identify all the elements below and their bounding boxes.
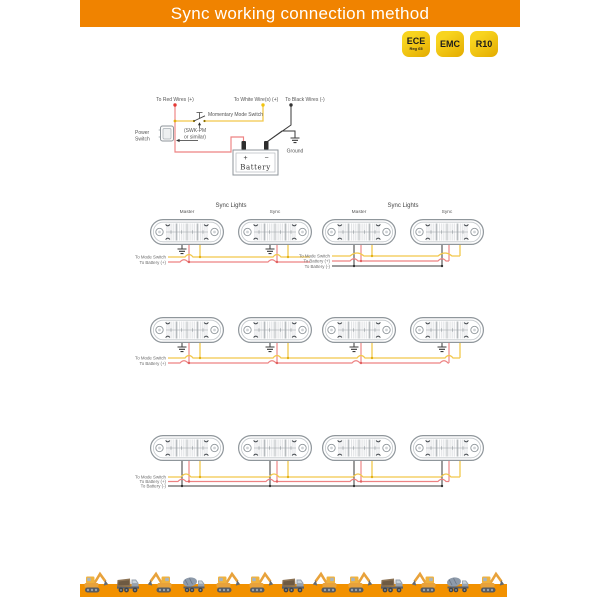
vehicle-strip [80,566,507,596]
wire-junction-dot [174,120,177,123]
bus-label-batt-pos: To Battery (+) [139,360,166,366]
ground-icon [438,347,447,352]
light-unit-master-a [151,220,224,245]
light-unit [239,436,312,461]
bus-label-mode: To Mode Switch [135,355,166,361]
ground-label: Ground [286,148,304,155]
badge-ece [402,31,430,57]
light-unit [411,436,484,461]
bus-label-batt-pos-b: To Battery (+) [303,258,330,264]
red-drops [189,461,449,482]
red-drops-b [361,245,449,261]
excavator-right-icon [250,574,274,593]
momentary-switch-label: Momentary Mode Switch [208,112,264,118]
red-terminal-dot [173,103,176,106]
switch-model-label-2: or similar) [184,134,206,141]
yellow-drops [200,343,460,358]
wiring-diagram [120,92,360,187]
badge-ece-sub: Reg 65 [409,46,423,51]
master-label-a: Master [179,210,195,215]
excavator-right-icon [349,574,373,593]
switch-model-label-1: (SWK-PM [184,128,207,134]
excavator-left-icon [148,574,172,593]
mixer-truck-icon [446,576,468,592]
yellow-terminal-dot [261,103,264,106]
battery-label: Battery [240,163,271,172]
bus-label-batt-pos: To Battery (+) [139,479,166,484]
to-white-wires-label: To White Wire(s) (+) [233,97,279,103]
to-red-wires-label: To Red Wires (+) [156,97,194,103]
bus-label-mode-a: To Mode Switch [135,254,166,260]
yellow-drops [200,461,460,477]
sync-label-a: Sync [269,210,281,215]
dump-truck-icon [117,579,139,593]
page-title: Sync working connection method [170,4,430,23]
power-switch-label-1: Power [135,130,150,136]
excavator-right-icon [481,574,505,593]
sync-label-b: Sync [441,210,453,215]
battery-pos-bus-b [332,259,449,261]
badge-r10 [470,31,498,57]
sync-lights-row-1 [120,200,520,270]
light-unit-sync-a [239,220,312,245]
bus-label-batt-neg-b: To Battery (-) [304,263,330,269]
battery-plus-label: + [243,155,248,162]
light-unit [151,318,224,343]
bus-label-mode-b: To Mode Switch [299,253,330,259]
bus-label-mode: To Mode Switch [135,474,166,480]
yellow-drops-b [372,245,460,256]
mixer-truck-icon [182,576,204,592]
power-switch-label-2: Switch [135,136,150,143]
dump-truck-icon [381,579,403,593]
light-unit [239,318,312,343]
red-drops [189,343,449,363]
ground-stems [182,343,442,347]
excavator-right-icon [217,574,241,593]
certification-badges [402,31,498,57]
badge-emc-label: EMC [440,38,460,49]
ground-icon [266,347,275,352]
bus-label-batt-neg: To Battery (-) [140,483,166,489]
black-wire-1 [268,107,292,142]
light-unit [151,436,224,461]
light-unit-master-b [323,220,396,245]
to-black-wires-label: To Black Wires (-) [285,97,325,103]
mode-bus [168,474,460,477]
red-drops-a [189,245,277,262]
ground-icon [178,347,187,352]
ground-icon [178,249,187,254]
sync-lights-row-2 [120,310,520,370]
light-unit [323,318,396,343]
power-switch-icon [159,126,174,141]
momentary-switch-icon [193,113,206,123]
sync-lights-title-a: Sync Lights [215,203,247,209]
black-drops [182,461,442,486]
bus-label-batt-pos-a: To Battery (+) [139,259,166,265]
excavator-right-icon [85,574,109,593]
black-terminal-dot [289,103,292,106]
ground-icon [350,347,359,352]
ground-icon [266,249,275,254]
mode-bus-b [332,253,460,256]
battery-minus-label: − [264,155,269,162]
ground-icon [291,138,300,143]
excavator-left-icon [412,574,436,593]
badge-r10-label: R10 [475,38,493,49]
mode-bus [168,356,460,359]
light-unit-sync-b [411,220,484,245]
light-unit [411,318,484,343]
sync-lights-title-b: Sync Lights [387,203,419,209]
ground-stems-a [182,245,270,249]
black-wire-2 [268,131,296,142]
master-label-b: Master [351,210,367,215]
dump-truck-icon [282,579,304,593]
header-bar [80,0,520,27]
battery-pos-bus [168,361,449,363]
badge-ece-label: ECE [406,36,426,46]
light-unit [323,436,396,461]
battery-pos-bus [168,479,449,481]
excavator-left-icon [313,574,337,593]
badge-emc [436,31,464,57]
sync-lights-row-3 [120,428,520,492]
